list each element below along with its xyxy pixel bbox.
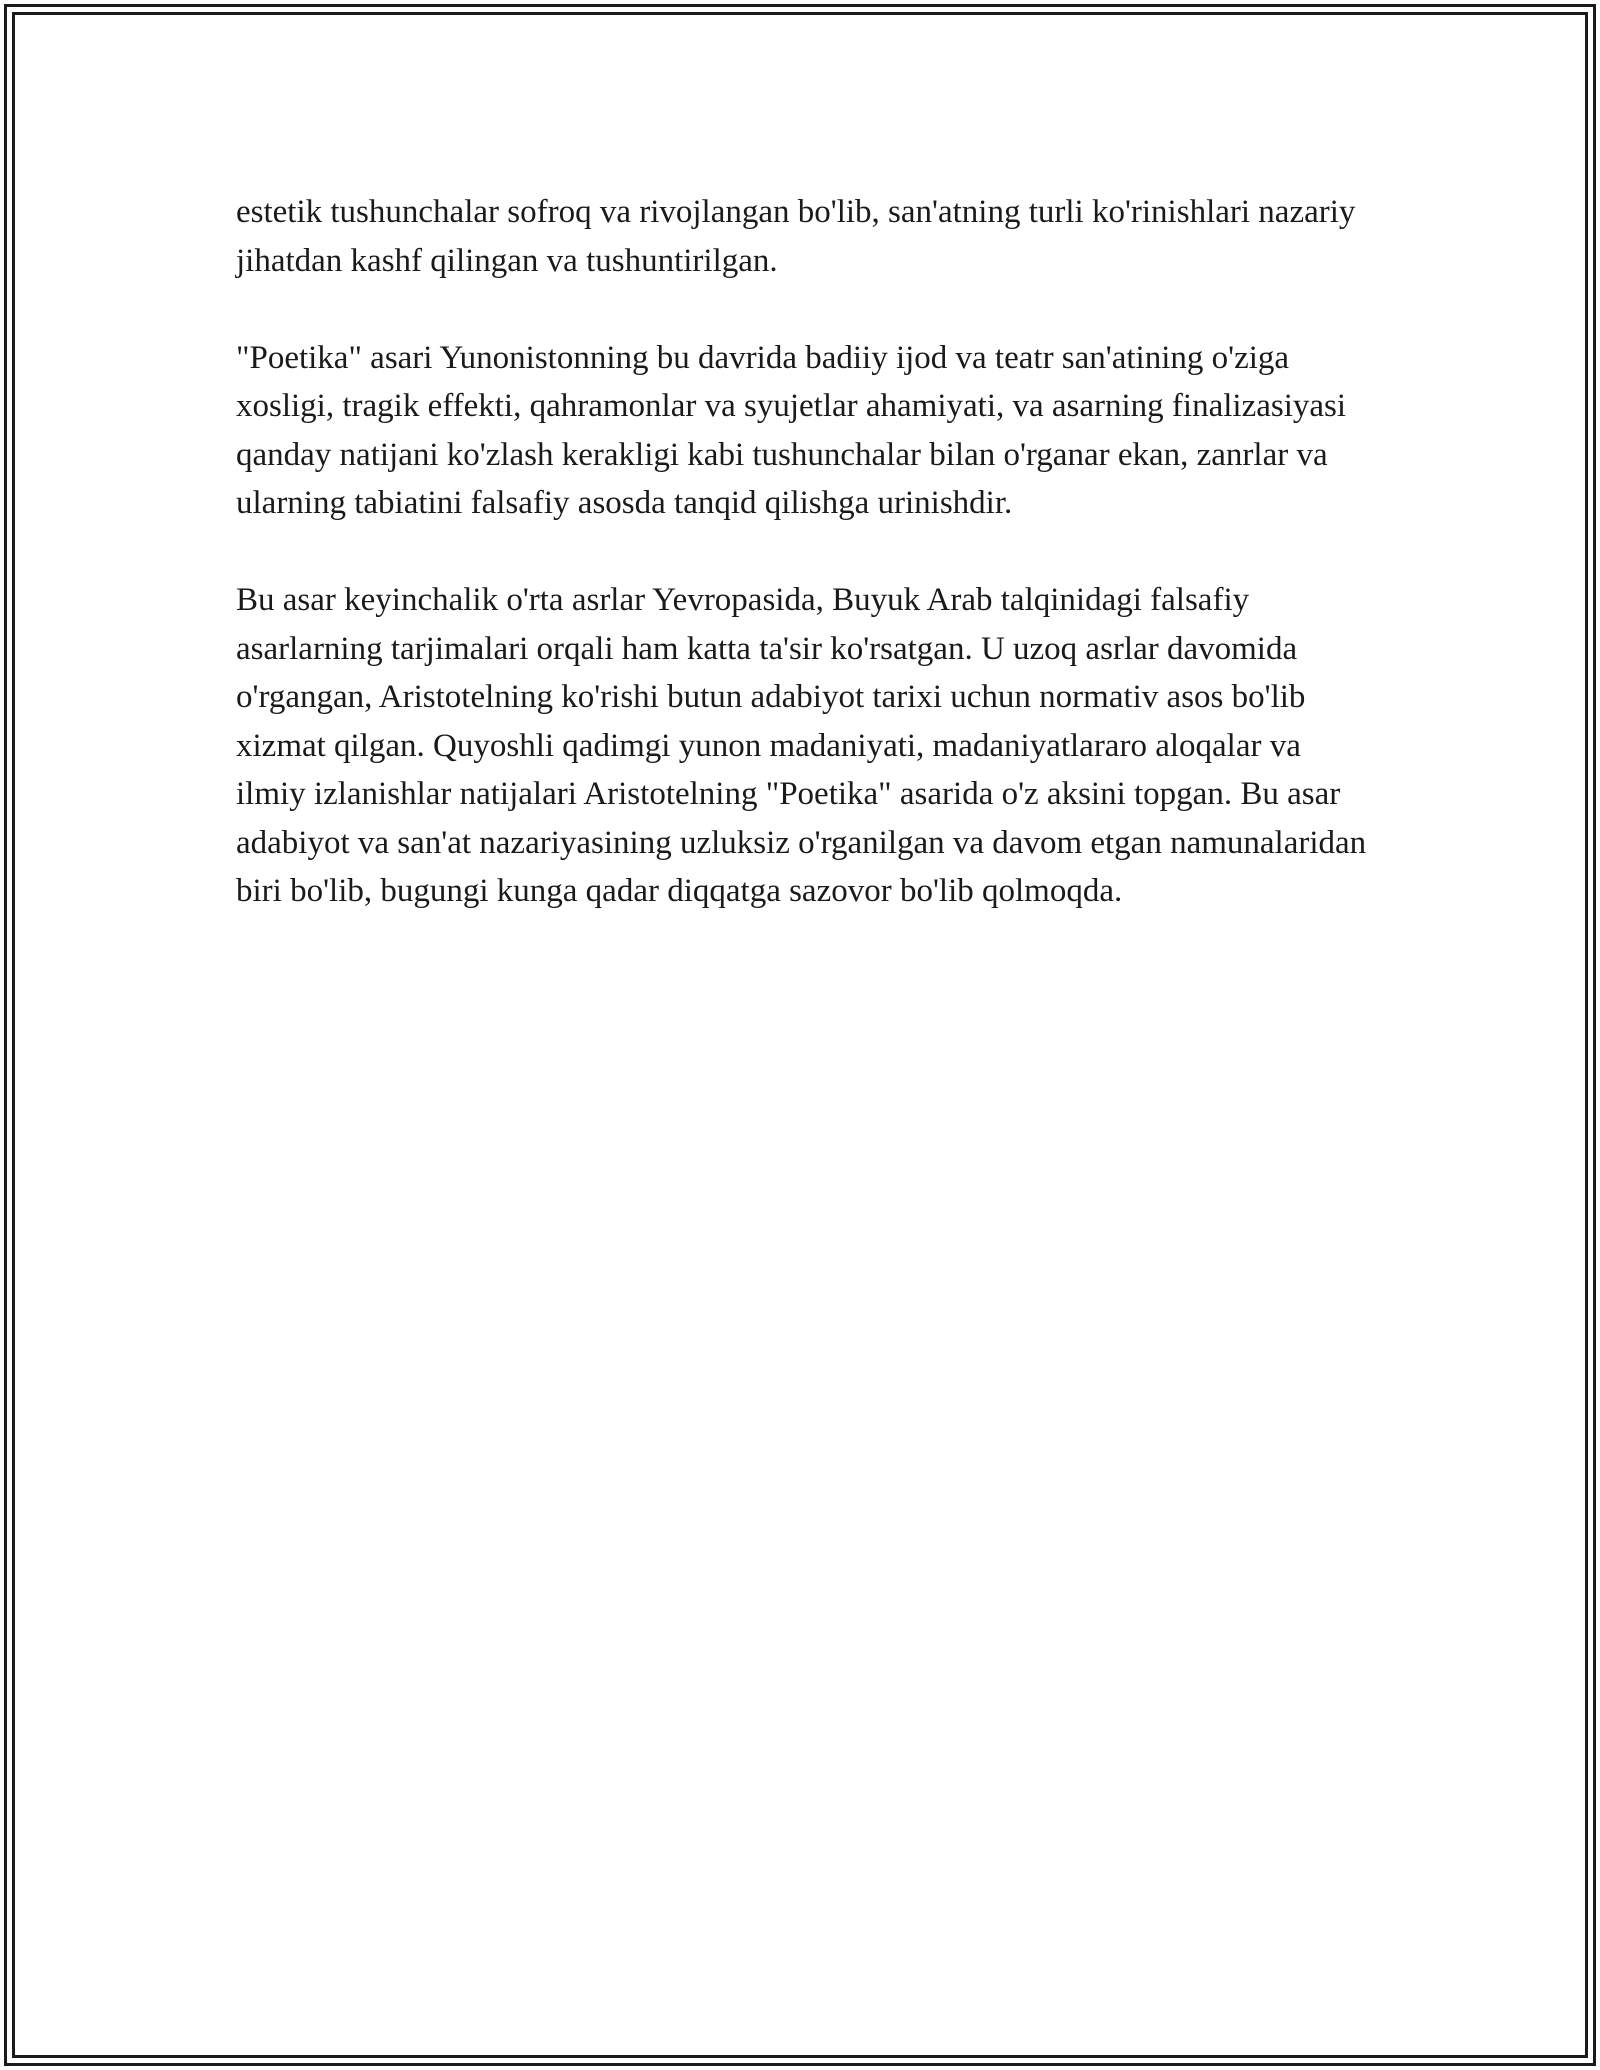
paragraph-3: Bu asar keyinchalik o'rta asrlar Yevropasida, Buyuk Arab talqinidagi falsafiy asarlarning tarjimalari orqali ham katta ta'sir ko'rsatgan. U uzoq asrlar davomida o'rgangan, Aristotelning ko'rishi butun adabiyot tarixi uchun normativ asos bo'lib xizmat qilgan. Quyoshli qadimgi yunon madaniyati, madaniyatlararo aloqalar va ilmiy izlanishlar natijalari Aristotelning "Poetika" asarida o'z aksini topgan. Bu asar adabiyot va san'at nazariyasining uzluksiz o'rganilgan va davom etgan namunalaridan biri bo'lib, bugungi kunga qadar diqqatga sazovor bo'lib qolmoqda. xyxy=(236,582,1367,909)
document-body xyxy=(236,188,1376,964)
paragraph-2: "Poetika" asari Yunonistonning bu davrida badiiy ijod va teatr san'atining o'ziga xosligi, tragik effekti, qahramonlar va syujetlar ahamiyati, va asarning finalizasiyasi qanday natijani ko'zlash kerakligi kabi tushunchalar bilan o'rganar ekan, zanrlar va ularning tabiatini falsafiy asosda tanqid qilishga urinishdir. xyxy=(236,339,1347,521)
paragraph-1: estetik tushunchalar sofroq va rivojlangan bo'lib, san'atning turli ko'rinishlari nazariy jihatdan kashf qilingan va tushuntirilgan. xyxy=(236,194,1356,279)
